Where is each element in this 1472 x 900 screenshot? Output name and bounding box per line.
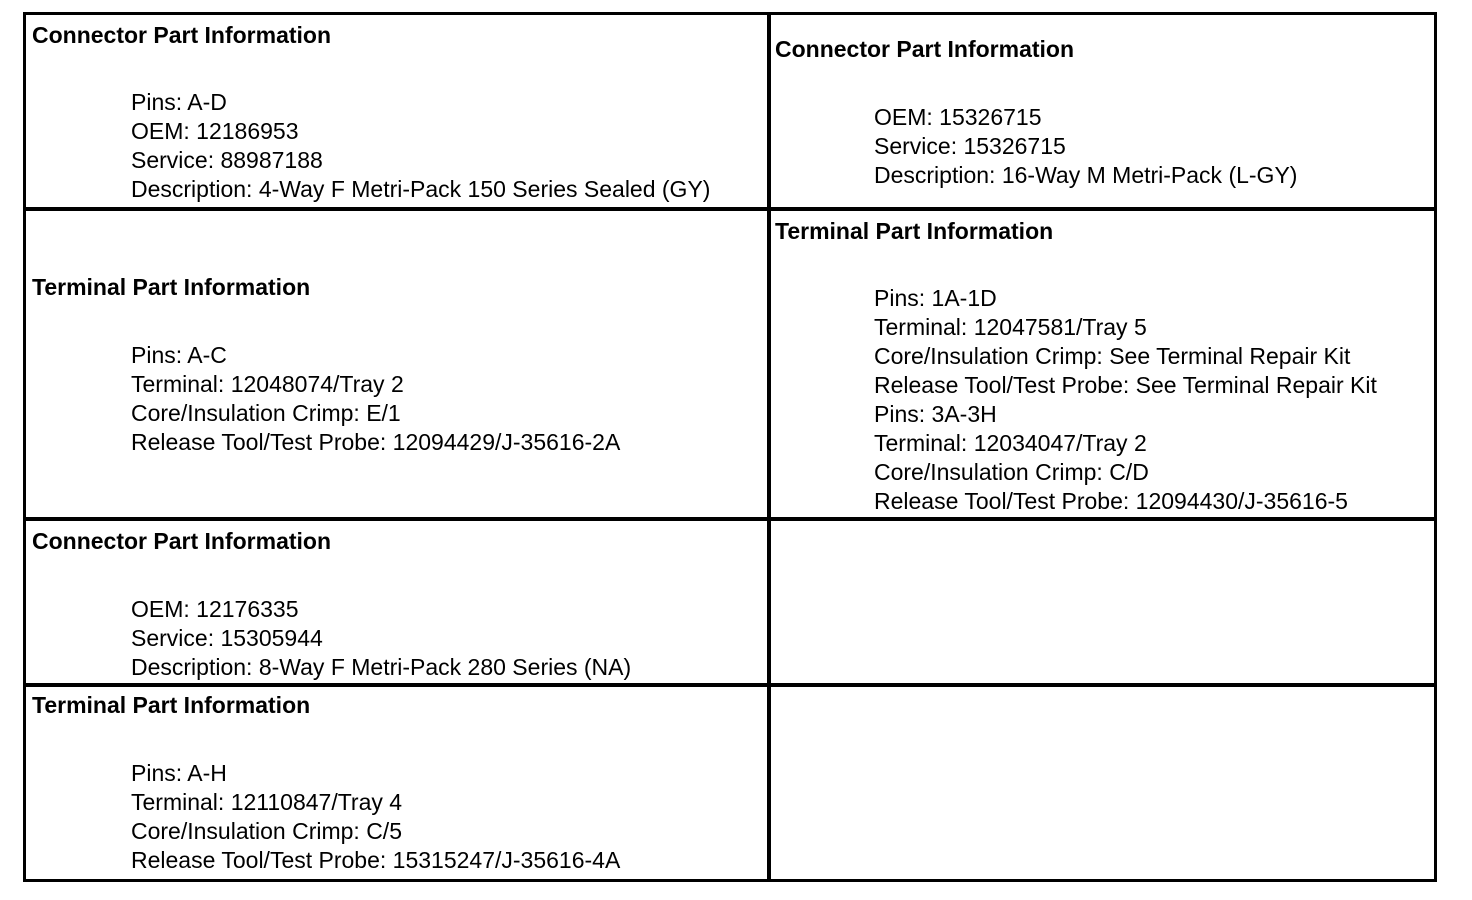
- left-connector-cell-1: [26, 15, 767, 207]
- cell-heading: Terminal Part Information: [32, 692, 311, 718]
- cell-heading: Connector Part Information: [775, 36, 1075, 62]
- detail-line: Service: 15305944: [131, 625, 323, 651]
- left-connector-cell-2: [26, 521, 767, 683]
- detail-line: Description: 4-Way F Metri-Pack 150 Series Sealed (GY): [131, 176, 711, 202]
- detail-line: Core/Insulation Crimp: E/1: [131, 400, 401, 426]
- detail-line: Core/Insulation Crimp: C/5: [131, 818, 402, 844]
- detail-line: Terminal: 12047581/Tray 5: [874, 314, 1147, 340]
- cell-heading: Connector Part Information: [32, 528, 332, 554]
- right-empty-cell-1: [771, 521, 1434, 683]
- detail-line: Service: 88987188: [131, 147, 323, 173]
- right-terminal-cell-1: [771, 211, 1434, 517]
- detail-line: Service: 15326715: [874, 133, 1066, 159]
- detail-line: Pins: 3A-3H: [874, 401, 997, 427]
- cell-details: [874, 103, 1297, 190]
- cell-details: [874, 284, 1377, 516]
- right-connector-cell-1: [771, 15, 1434, 207]
- left-terminal-cell-1: [26, 211, 767, 517]
- detail-line: Terminal: 12110847/Tray 4: [131, 789, 403, 815]
- detail-line: Pins: A-H: [131, 760, 227, 786]
- detail-line: Pins: A-D: [131, 89, 227, 115]
- detail-line: Core/Insulation Crimp: C/D: [874, 459, 1149, 485]
- detail-line: Description: 8-Way F Metri-Pack 280 Series (NA): [131, 654, 632, 680]
- detail-line: OEM: 12176335: [131, 596, 299, 622]
- detail-line: Description: 16-Way M Metri-Pack (L-GY): [874, 162, 1298, 188]
- cell-heading: Terminal Part Information: [775, 218, 1054, 244]
- detail-line: Release Tool/Test Probe: 15315247/J-35616-4A: [131, 847, 621, 873]
- left-terminal-cell-2: [26, 687, 767, 879]
- detail-line: Terminal: 12034047/Tray 2: [874, 430, 1147, 456]
- detail-line: Terminal: 12048074/Tray 2: [131, 371, 404, 397]
- right-empty-cell-2: [771, 687, 1434, 879]
- cell-heading: Connector Part Information: [32, 22, 332, 48]
- detail-line: Pins: 1A-1D: [874, 285, 997, 311]
- connector-info-table: [23, 12, 1437, 882]
- cell-details: [131, 88, 710, 204]
- detail-line: Release Tool/Test Probe: 12094429/J-35616-2A: [131, 429, 621, 455]
- detail-line: OEM: 12186953: [131, 118, 299, 144]
- detail-line: OEM: 15326715: [874, 104, 1042, 130]
- detail-line: Release Tool/Test Probe: 12094430/J-35616-5: [874, 488, 1348, 514]
- cell-details: [131, 341, 620, 457]
- cell-details: [131, 759, 620, 875]
- cell-details: [131, 595, 631, 682]
- detail-line: Pins: A-C: [131, 342, 227, 368]
- detail-line: Core/Insulation Crimp: See Terminal Repair Kit: [874, 343, 1351, 369]
- detail-line: Release Tool/Test Probe: See Terminal Repair Kit: [874, 372, 1377, 398]
- cell-heading: Terminal Part Information: [32, 274, 311, 300]
